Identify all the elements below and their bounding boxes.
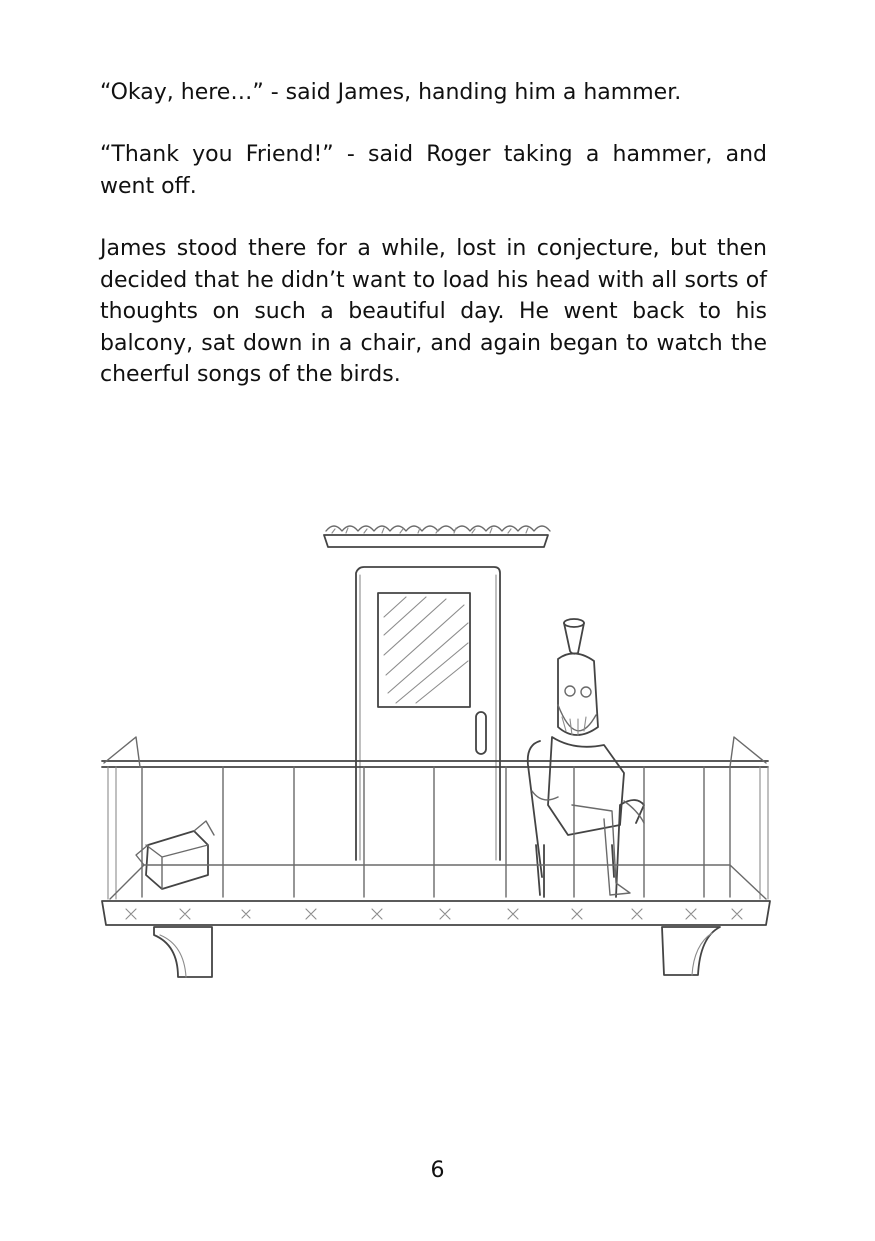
paragraph-3: James stood there for a while, lost in conjecture, but then decided that he didn’t want to load his head with all sorts of thoughts on such a beautiful day. He went back to his balcony, sat down in a chair, and again began to watch the cheerful songs of the birds. xyxy=(100,236,767,387)
balcony-illustration xyxy=(96,505,776,985)
page-number: 6 xyxy=(430,1158,445,1183)
cardboard-box xyxy=(136,821,214,889)
paragraph-2: “Thank you Friend!” - said Roger taking a hammer, and went off. xyxy=(100,142,767,199)
balcony-railing xyxy=(102,737,770,925)
man-in-chair xyxy=(528,619,644,897)
balcony-brackets xyxy=(154,927,720,977)
balcony-door xyxy=(356,567,500,860)
flower-box xyxy=(324,526,550,547)
paragraph-1: “Okay, here…” - said James, handing him a hammer. xyxy=(100,80,682,105)
